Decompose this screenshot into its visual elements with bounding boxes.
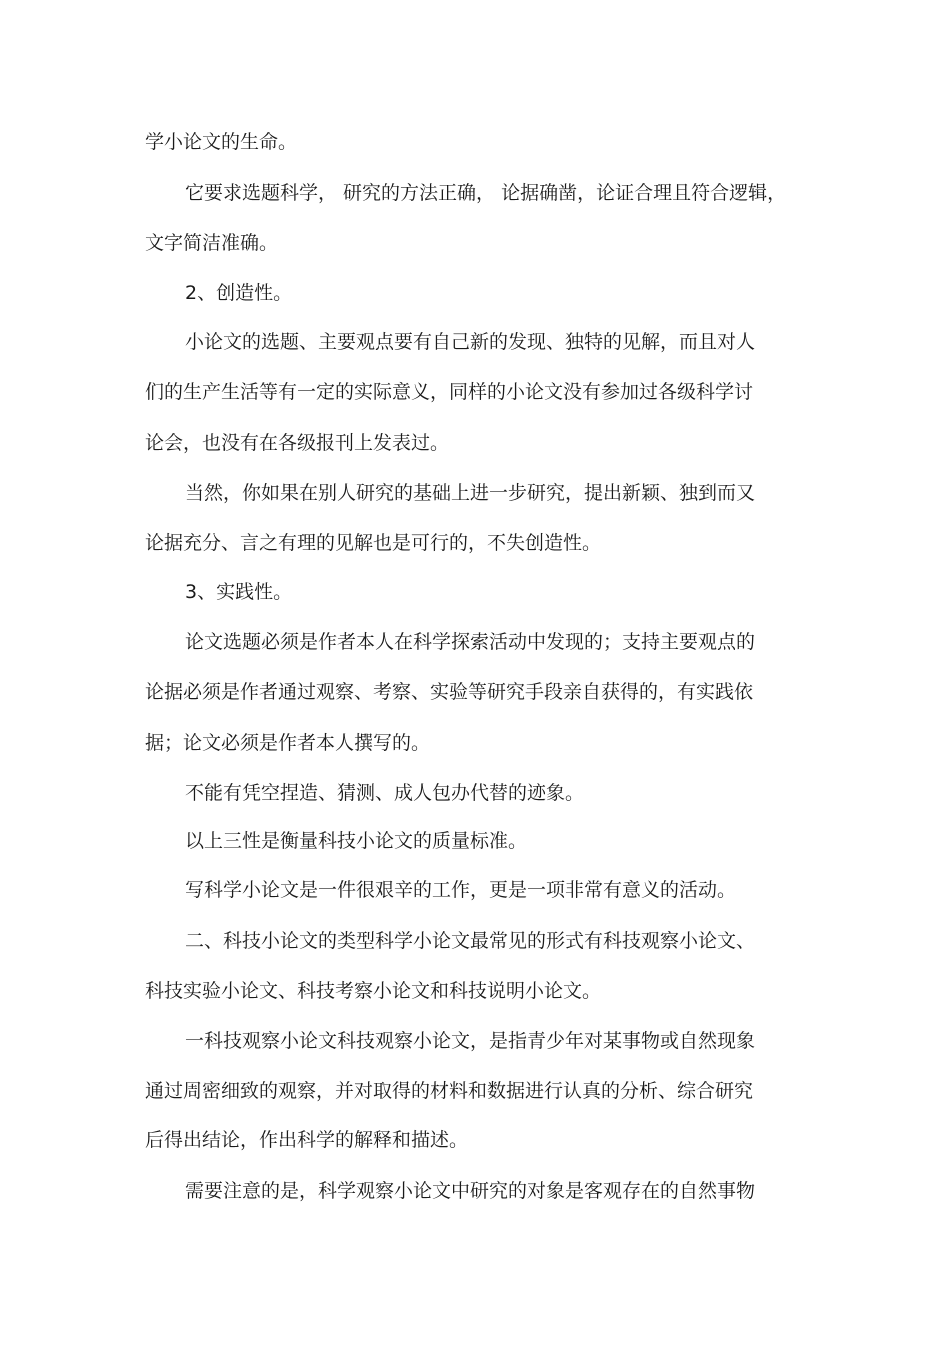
text-line-19: 一科技观察小论文科技观察小论文，是指青少年对某事物或自然现象 xyxy=(185,1030,756,1052)
text-line-15: 以上三性是衡量科技小论文的质量标准。 xyxy=(185,830,528,852)
text-line-1: 学小论文的生命。 xyxy=(145,131,298,153)
text-line-9: 论据充分、言之有理的见解也是可行的，不失创造性。 xyxy=(145,532,602,554)
text-line-22: 需要注意的是，科学观察小论文中研究的对象是客观存在的自然事物 xyxy=(185,1180,756,1202)
text-line-7: 论会，也没有在各级报刊上发表过。 xyxy=(145,432,450,454)
text-line-21: 后得出结论，作出科学的解释和描述。 xyxy=(145,1129,469,1151)
text-line-6: 们的生产生活等有一定的实际意义，同样的小论文没有参加过各级科学讨 xyxy=(145,381,754,403)
text-line-11: 论文选题必须是作者本人在科学探索活动中发现的；支持主要观点的 xyxy=(185,631,756,653)
section-heading-2: 2、创造性。 xyxy=(185,282,293,304)
text-line-3: 文字简洁准确。 xyxy=(145,232,279,254)
section-heading-3: 3、实践性。 xyxy=(185,581,293,603)
text-line-16: 写科学小论文是一件很艰辛的工作，更是一项非常有意义的活动。 xyxy=(185,879,737,901)
text-line-8: 当然，你如果在别人研究的基础上进一步研究，提出新颖、独到而又 xyxy=(185,482,756,504)
text-line-2: 它要求选题科学， 研究的方法正确， 论据确凿，论证合理且符合逻辑， xyxy=(185,182,787,204)
text-line-5: 小论文的选题、主要观点要有自己新的发现、独特的见解，而且对人 xyxy=(185,331,756,353)
text-line-20: 通过周密细致的观察，并对取得的材料和数据进行认真的分析、综合研究 xyxy=(145,1080,754,1102)
text-line-14: 不能有凭空捏造、猜测、成人包办代替的迹象。 xyxy=(185,782,585,804)
text-line-18: 科技实验小论文、科技考察小论文和科技说明小论文。 xyxy=(145,980,602,1002)
text-line-17: 二、科技小论文的类型科学小论文最常见的形式有科技观察小论文、 xyxy=(185,930,756,952)
text-line-12: 论据必须是作者通过观察、考察、实验等研究手段亲自获得的，有实践依 xyxy=(145,681,754,703)
text-line-13: 据；论文必须是作者本人撰写的。 xyxy=(145,732,431,754)
